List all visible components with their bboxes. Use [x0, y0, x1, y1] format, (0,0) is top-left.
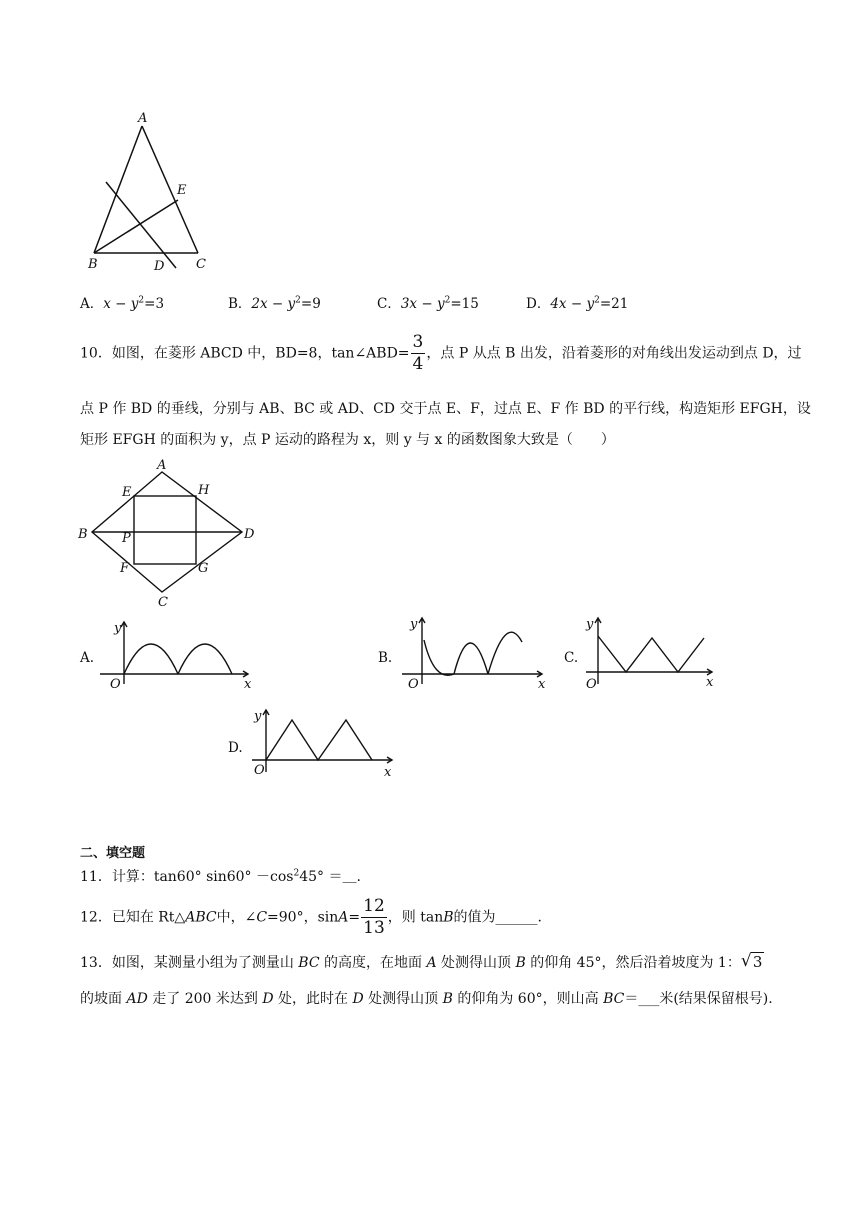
q9-option-a: A．$x - y^2=3$	[80, 295, 165, 312]
q10-line-3: 矩形 EFGH 的面积为 y，点 P 运动的路程为 x，则 y 与 x 的函数图象大致是（ ）	[80, 432, 615, 448]
q10-option-d-graph	[248, 704, 398, 780]
q12-line: 12．已知在 Rt△ABC中，∠C=90°，sinA= $\frac{12}{13}$ ，则 tanB的值为______.	[80, 896, 542, 938]
q10-option-c-label: C.	[564, 650, 579, 666]
label-A: A	[157, 458, 167, 473]
origin-label: O	[254, 763, 265, 778]
label-C: C	[158, 595, 168, 606]
label-H: H	[198, 483, 210, 498]
q11-line: 11．计算：tan60° $\sin 60^\circ -\cos^245^\circ$ ＝＿.	[80, 868, 361, 885]
axis-y-label: y	[410, 617, 418, 632]
label-A: A	[138, 111, 148, 126]
label-B: B	[78, 527, 88, 542]
q9-triangle-figure	[80, 108, 220, 278]
label-E: E	[177, 183, 187, 198]
fraction-3-4: $\frac{3}{4}$	[412, 332, 424, 374]
label-P: P	[122, 531, 131, 546]
axis-x-label: x	[384, 765, 392, 780]
q9-option-c: C．$3x - y^2=15$	[377, 295, 479, 312]
section-title-fill-blank: 二、填空题	[80, 846, 146, 861]
q9-option-d: D．$4x - y^2=21$	[526, 295, 629, 312]
origin-label: O	[586, 677, 597, 692]
label-C: C	[196, 257, 206, 272]
q10-option-c-graph	[582, 612, 718, 692]
label-D: D	[244, 527, 255, 542]
origin-label: O	[408, 677, 419, 692]
q10-option-b-label: B.	[378, 650, 393, 666]
q10-option-a-graph	[96, 616, 256, 690]
q10-option-a-label: A.	[80, 650, 95, 666]
label-B: B	[88, 257, 98, 272]
q13-line-1: 13．如图，某测量小组为了测量山 BC 的高度，在地面 A 处测得山顶 B 的仰角 45°，然后沿着坡度为 1： √ 3	[80, 951, 763, 971]
axis-x-label: x	[244, 677, 252, 690]
q10-option-b-graph	[398, 612, 550, 692]
axis-y-label: y	[254, 709, 262, 724]
label-F: F	[120, 561, 130, 576]
sqrt-3: √ 3	[740, 951, 763, 971]
q9-option-b: B．$2x - y^2=9$	[228, 295, 321, 312]
axis-y-label: y	[114, 621, 122, 636]
q10-rhombus-figure	[74, 456, 264, 606]
q10-line-2: 点 P 作 BD 的垂线，分别与 AB、BC 或 AD、CD 交于点 E、F，过点 E、F 作 BD 的平行线，构造矩形 EFGH，设	[80, 401, 811, 417]
q10-line-1: 10．如图，在菱形 ABCD 中，BD=8，tan∠ABD= $\frac{3}{4}$ ，点 P 从点 B 出发，沿着菱形的对角线出发运动到点 D，过	[80, 332, 802, 374]
label-D: D	[154, 259, 165, 274]
label-E: E	[122, 485, 132, 500]
axis-y-label: y	[586, 617, 594, 632]
axis-x-label: x	[706, 675, 714, 690]
label-G: G	[198, 561, 209, 576]
origin-label: O	[110, 677, 121, 690]
q10-option-d-label: D.	[228, 740, 243, 756]
q13-line-2: 的坡面 AD 走了 200 米达到 D 处，此时在 D 处测得山顶 B 的仰角为 60°，则山高 BC＝___米(结果保留根号).	[80, 991, 773, 1007]
fraction-12-13: $\frac{12}{13}$	[363, 896, 385, 938]
axis-x-label: x	[538, 677, 546, 692]
